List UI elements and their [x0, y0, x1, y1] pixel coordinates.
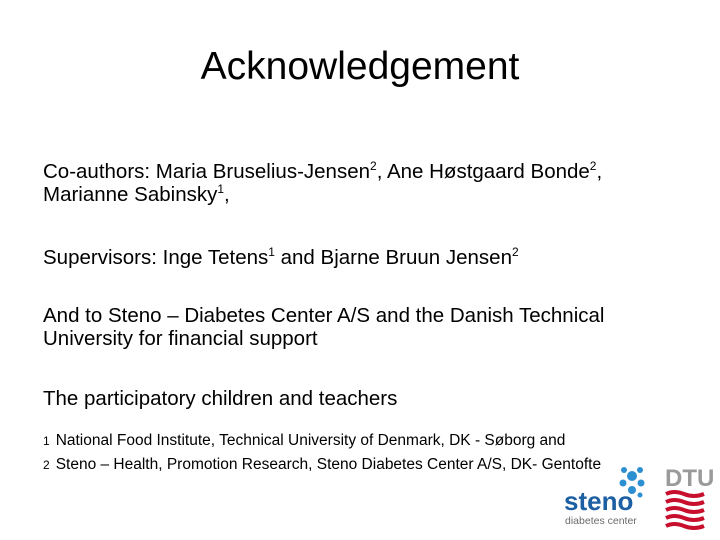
funding-line-1: And to Steno – Diabetes Center A/S and the Danish Technical [43, 304, 605, 327]
footnote-1: 1 National Food Institute, Technical University of Denmark, DK - Søborg and [43, 432, 566, 449]
coauthors-line-1: Co-authors: Maria Bruselius-Jensen$^2$, Ane Høstgaard Bonde$^2$, [43, 159, 603, 183]
supervisors-paragraph: Supervisors: Inge Tetens$^1$ and Bjarne Bruun Jensen$^2$ [43, 245, 519, 269]
slide-title: Acknowledgement [200, 45, 520, 88]
footnote-2: 2 Steno – Health, Promotion Research, Steno Diabetes Center A/S, DK- Gentofte [43, 456, 602, 473]
coauthors-paragraph [43, 160, 683, 206]
dtu-logo-stripes [666, 492, 704, 528]
participants-paragraph: The participatory children and teachers [43, 387, 398, 410]
coauthors-line-2: Marianne Sabinsky$^1$, [43, 182, 230, 206]
funding-paragraph [43, 304, 683, 350]
steno-logo-word: steno [564, 486, 634, 516]
steno-logo [560, 466, 660, 528]
funding-line-2: University for financial support [43, 327, 318, 350]
dtu-logo [664, 462, 715, 530]
steno-logo-subtitle: diabetes center [565, 515, 637, 527]
dtu-logo-text: DTU [665, 465, 715, 492]
